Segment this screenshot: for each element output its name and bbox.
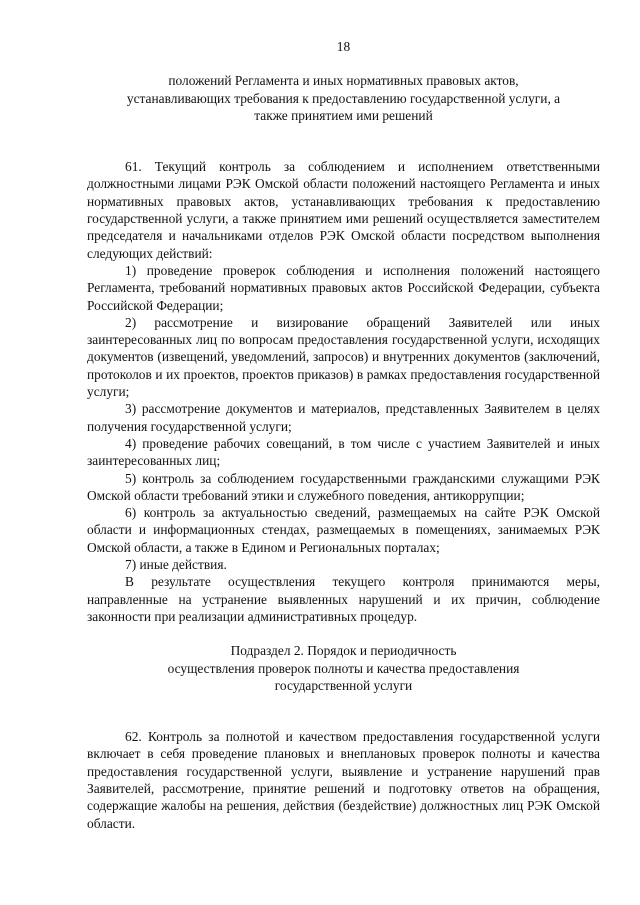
list-item: 7) иные действия.	[125, 557, 227, 573]
heading-line: положений Регламента и иных нормативных правовых актов,	[168, 73, 519, 89]
clause-61	[87, 158, 600, 625]
heading-line: также принятием ими решений	[254, 107, 433, 123]
section-heading-continuation	[87, 72, 600, 124]
heading-line: государственной услуги	[274, 677, 413, 693]
list-item: 1) проведение проверок соблюдения и исполнения положений настоящего Регламента, требований нормативных правовых актов Российской Федерации, субъекта Российской Федерации;	[87, 262, 600, 313]
list-item: 6) контроль за актуальностью сведений, размещаемых на сайте РЭК Омской области и информационных стендах, размещаемых в помещениях, занимаемых РЭК Омской области, а также в Едином и Региональных порталах;	[87, 505, 600, 555]
list-item: 3) рассмотрение документов и материалов, представленных Заявителем в целях получения государственной услуги;	[87, 401, 600, 434]
clause-62	[87, 728, 600, 832]
heading-line: осуществления проверок полноты и качества предоставления	[167, 660, 520, 676]
spacer	[87, 625, 600, 642]
paragraph: В результате осуществления текущего контроля принимаются меры, направленные на устранение выявленных нарушений и их причин, соблюдение законности при реализации административных процедур.	[87, 574, 600, 624]
paragraph: 61. Текущий контроль за соблюдением и исполнением ответственными должностными лицами РЭК Омской области положений настоящего Регламента и иных нормативных правовых актов, устанавливающих требования к предоставлению государственной услуги, а также принятием ими решений осуществляется заместителем председателя и начальниками отделов РЭК Омской области посредством выполнения следующих действий:	[87, 159, 600, 261]
page-number: 18	[336, 39, 351, 54]
list-item: 2) рассмотрение и визирование обращений Заявителей или иных заинтересованных лиц по вопросам предоставления государственной услуги, исходящих документов (извещений, уведомлений, запросов) и внутренних документов (заключений, протоколов и их проектов, проектов приказов) в рамках предоставления государственной услуги;	[87, 314, 600, 400]
spacer	[87, 141, 600, 158]
list-item: 5) контроль за соблюдением государственными гражданскими служащими РЭК Омской области требований этики и служебного поведения, антикоррупции;	[87, 470, 600, 503]
heading-line: Подраздел 2. Порядок и периодичность	[230, 643, 457, 659]
paragraph: 62. Контроль за полнотой и качеством предоставления государственной услуги включает в себя проведение плановых и внеплановых проверок полноты и качества предоставления государственной услуги, выявление и устранение нарушений прав Заявителей, рассмотрение, принятие решений и подготовку ответов на обращения, содержащие жалобы на решения, действия (бездействие) должностных лиц РЭК Омской области.	[87, 729, 600, 831]
list-item: 4) проведение рабочих совещаний, в том числе с участием Заявителей и иных заинтересованных лиц;	[87, 435, 600, 469]
subsection-heading	[87, 642, 600, 694]
heading-line: устанавливающих требования к предоставлению государственной услуги, а	[126, 90, 561, 106]
spacer	[87, 711, 600, 728]
